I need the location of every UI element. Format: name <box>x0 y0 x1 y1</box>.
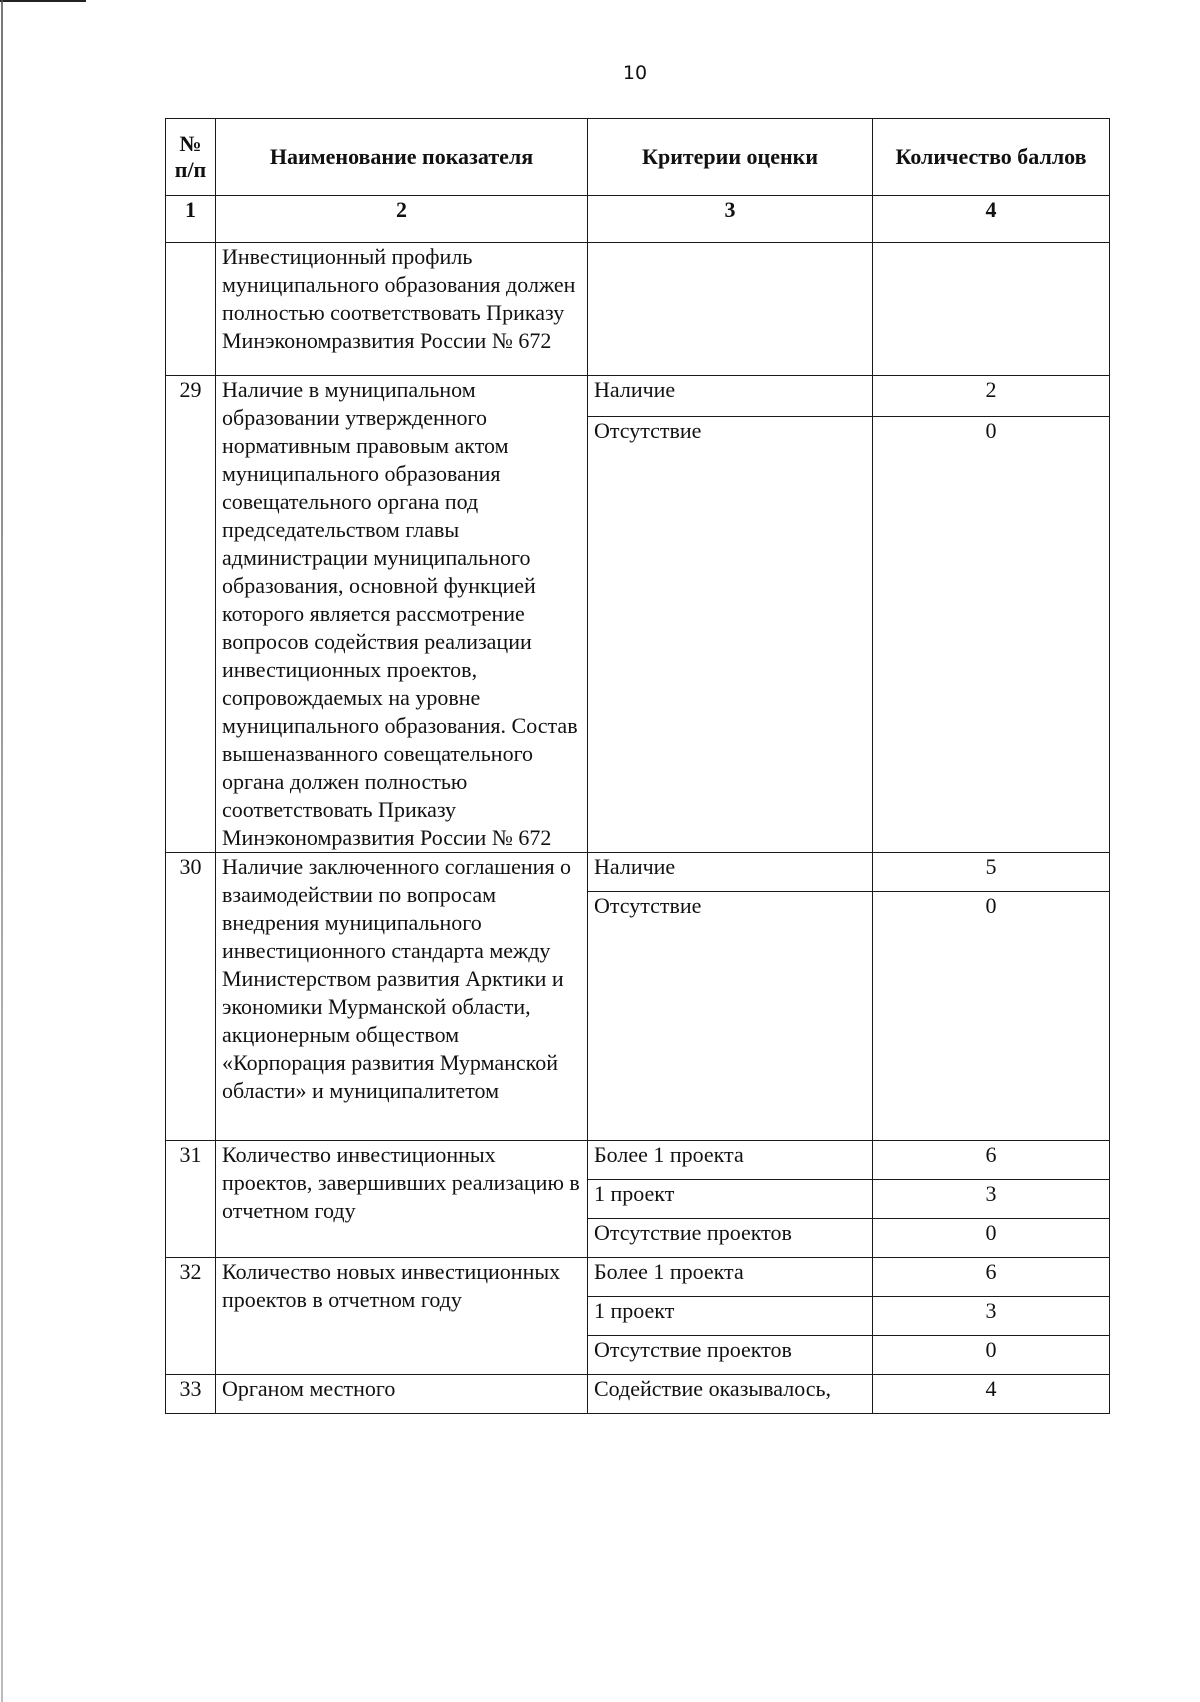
points-empty <box>873 243 1110 376</box>
criteria-text: 1 проект <box>588 1180 873 1219</box>
indicator-text: Наличие в муниципальном образовании утвержденного нормативным правовым актом муниципального образования совещательного органа под председательством главы администрации муниципального образования, основной функцией которого является рассмотрение вопросов содействия реализации инвестиционных проектов, сопровождаемых на уровне муниципального образования. Состав вышеназванного совещательного органа должен полностью соответствовать Приказу Минэкономразвития России № 672 <box>216 376 588 853</box>
header-criteria: Критерии оценки <box>588 119 873 196</box>
table-row-continuation <box>166 243 1110 376</box>
row-number: 32 <box>166 1258 216 1375</box>
row-number: 33 <box>166 1375 216 1414</box>
table-row <box>166 376 1110 417</box>
header-number: № п/п <box>166 119 216 196</box>
table-row <box>166 1375 1110 1414</box>
criteria-text: Отсутствие <box>588 892 873 1141</box>
column-number-row <box>166 196 1110 243</box>
points-value: 0 <box>873 416 1110 852</box>
table-row <box>166 1141 1110 1180</box>
row-number: 29 <box>166 376 216 853</box>
points-value: 0 <box>873 1219 1110 1258</box>
criteria-empty <box>588 243 873 376</box>
column-number: 1 <box>166 196 216 243</box>
table-row <box>166 1258 1110 1297</box>
points-value: 3 <box>873 1297 1110 1336</box>
scan-edge-line <box>1 0 3 1702</box>
header-points: Количество баллов <box>873 119 1110 196</box>
criteria-text: Более 1 проекта <box>588 1258 873 1297</box>
criteria-text: Наличие <box>588 853 873 892</box>
column-number: 4 <box>873 196 1110 243</box>
points-value: 6 <box>873 1141 1110 1180</box>
criteria-text: Отсутствие проектов <box>588 1336 873 1375</box>
criteria-text: Отсутствие проектов <box>588 1219 873 1258</box>
points-value: 5 <box>873 853 1110 892</box>
criteria-text: Более 1 проекта <box>588 1141 873 1180</box>
points-value: 2 <box>873 376 1110 417</box>
indicator-text: Наличие заключенного соглашения о взаимодействии по вопросам внедрения муниципального инвестиционного стандарта между Министерством развития Арктики и экономики Мурманской области, акционерным обществом «Корпорация развития Мурманской области» и муниципалитетом <box>216 853 588 1141</box>
criteria-text: Наличие <box>588 376 873 417</box>
points-value: 3 <box>873 1180 1110 1219</box>
header-indicator-name: Наименование показателя <box>216 119 588 196</box>
indicator-text: Органом местного <box>216 1375 588 1414</box>
points-value: 0 <box>873 892 1110 1141</box>
page-number: 10 <box>622 62 648 84</box>
points-value: 6 <box>873 1258 1110 1297</box>
scan-corner-mark <box>0 0 86 2</box>
criteria-text: 1 проект <box>588 1297 873 1336</box>
column-number: 2 <box>216 196 588 243</box>
row-number: 30 <box>166 853 216 1141</box>
indicator-text: Инвестиционный профиль муниципального образования должен полностью соответствовать Приказу Минэкономразвития России № 672 <box>216 243 588 376</box>
row-number-empty <box>166 243 216 376</box>
table-row <box>166 853 1110 892</box>
indicator-text: Количество инвестиционных проектов, завершивших реализацию в отчетном году <box>216 1141 588 1258</box>
evaluation-table <box>165 118 1110 1414</box>
points-value: 4 <box>873 1375 1110 1414</box>
criteria-text: Отсутствие <box>588 416 873 852</box>
column-number: 3 <box>588 196 873 243</box>
table-header-row <box>166 119 1110 196</box>
indicator-text: Количество новых инвестиционных проектов в отчетном году <box>216 1258 588 1375</box>
row-number: 31 <box>166 1141 216 1258</box>
points-value: 0 <box>873 1336 1110 1375</box>
criteria-text: Содействие оказывалось, <box>588 1375 873 1414</box>
